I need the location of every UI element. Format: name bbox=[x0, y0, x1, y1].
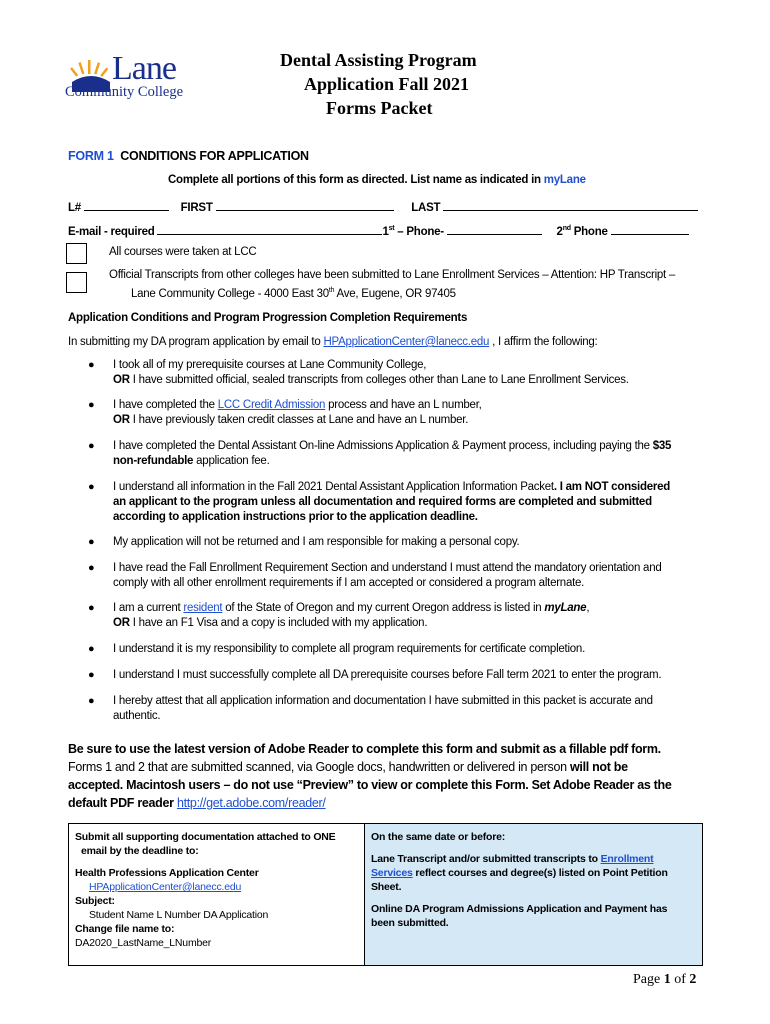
hp-email-link-box[interactable]: HPApplicationCenter@lanecc.edu bbox=[89, 881, 242, 893]
title-line-1: Dental Assisting Program bbox=[280, 50, 477, 70]
title-line-2: Application Fall 2021 bbox=[304, 74, 470, 94]
form-title: CONDITIONS FOR APPLICATION bbox=[120, 149, 309, 163]
phone1-label: – Phone- bbox=[397, 226, 444, 238]
bullet-icon: ● bbox=[88, 562, 95, 574]
transcripts-checkbox[interactable] bbox=[66, 272, 87, 293]
lcc-courses-label: All courses were taken at LCC bbox=[109, 246, 257, 258]
transcripts-label-line-1: Official Transcripts from other colleges have been submitted to Lane Enrollment Services – Attention: HP Transcript – bbox=[109, 269, 676, 281]
conditions-heading: Application Conditions and Program Progression Completion Requirements bbox=[68, 312, 468, 324]
list-item: ● I hereby attest that all application information and documentation I have submitted in this packet is accurate and authentic. bbox=[88, 695, 653, 722]
last-name-field[interactable] bbox=[443, 198, 698, 211]
list-item: ● I understand all information in the Fall 2021 Dental Assistant Application Information Packet. I am NOT considered an applicant to the program unless all documentation and required forms are completed and submitted according to application instructions prior to the application deadline. bbox=[88, 481, 671, 523]
phone2-field[interactable] bbox=[611, 222, 689, 235]
adobe-notice: Be sure to use the latest version of Adobe Reader to complete this form and submit as a fillable pdf form. Forms 1 and 2 that are submitted scanned, via Google docs, handwritten or delivered in person will not be accepted. Macintosh users – do not use “Preview” to view or complete this Form. Set Adobe Reader as the default PDF reader http://get.adobe.com/reader/ bbox=[68, 742, 672, 810]
submission-instructions: Submit all supporting documentation attached to ONE email by the deadline to: Health Professions Application Center HPApplicationCenter@lanecc.edu Subject: Student Name L Number DA Application Change file name to: DA2020_LastName_LNumber bbox=[69, 824, 365, 965]
mylane-text: myLane bbox=[543, 174, 586, 186]
bullet-icon: ● bbox=[88, 669, 95, 681]
form-heading bbox=[68, 149, 309, 163]
form-number: FORM 1 bbox=[68, 149, 114, 163]
logo-name: Lane bbox=[112, 50, 176, 87]
college-logo bbox=[64, 52, 214, 104]
title-line-3: Forms Packet bbox=[326, 98, 433, 118]
list-item: ● I took all of my prerequisite courses at Lane Community College, OR I have submitted official, sealed transcripts from colleges other than Lane to Lane Enrollment Services. bbox=[88, 359, 629, 386]
list-item: ● I have completed the Dental Assistant On-line Admissions Application & Payment process, including paying the $35 non-refundable application fee. bbox=[88, 440, 672, 467]
bullet-icon: ● bbox=[88, 481, 95, 493]
bullet-icon: ● bbox=[88, 440, 95, 452]
submission-deadline-requirements: On the same date or before: Lane Transcript and/or submitted transcripts to Enrollment Services reflect courses and degree(s) listed on Point Petition Sheet. Online DA Program Admissions Application and Payment has been submitted. bbox=[365, 824, 702, 965]
list-item: ● I am a current resident of the State of Oregon and my current Oregon address is listed in myLane, OR I have an F1 Visa and a copy is included with my application. bbox=[88, 602, 590, 629]
resident-link[interactable]: resident bbox=[183, 602, 223, 614]
phone2-label: Phone bbox=[573, 226, 608, 238]
bullet-icon: ● bbox=[88, 399, 95, 411]
lnumber-field[interactable] bbox=[84, 198, 169, 211]
list-item: ● I have read the Fall Enrollment Requirement Section and understand I must attend the mandatory orientation and comply with all other enrollment requirements if I am accepted or considered a program alternate. bbox=[88, 562, 662, 589]
adobe-reader-link[interactable]: http://get.adobe.com/reader/ bbox=[176, 796, 326, 810]
list-item: ● I understand it is my responsibility to complete all program requirements for certificate completion. bbox=[88, 643, 586, 655]
conditions-list bbox=[88, 358, 693, 724]
first-name-field[interactable] bbox=[216, 198, 394, 211]
page-number: Page 1 of 2 bbox=[633, 972, 697, 987]
list-item: ● My application will not be returned and I am responsible for making a personal copy. bbox=[88, 536, 520, 548]
lcc-courses-checkbox[interactable] bbox=[66, 243, 87, 264]
email-field[interactable] bbox=[157, 222, 382, 235]
logo-subtitle: Community College bbox=[65, 84, 184, 100]
conditions-intro: In submitting my DA program application by email to HPApplicationCenter@lanecc.edu , I affirm the following: bbox=[68, 336, 598, 348]
phone1-field[interactable] bbox=[447, 222, 542, 235]
enrollment-services-link[interactable]: Enrollment bbox=[600, 853, 654, 865]
contact-fields-row: E-mail - required 1st – Phone- 2nd Phone bbox=[68, 222, 703, 238]
hp-email-link[interactable]: HPApplicationCenter@lanecc.edu bbox=[323, 336, 490, 348]
lcc-credit-admission-link[interactable]: LCC Credit Admission bbox=[217, 399, 326, 411]
bullet-icon: ● bbox=[88, 602, 95, 614]
bullet-icon: ● bbox=[88, 359, 95, 371]
submission-box bbox=[68, 823, 703, 966]
bullet-icon: ● bbox=[88, 695, 95, 707]
email-label: E-mail - required bbox=[68, 226, 155, 238]
enrollment-services-link-cont[interactable]: Services bbox=[371, 867, 413, 879]
lnumber-label: L# bbox=[68, 202, 81, 214]
last-name-label: LAST bbox=[411, 202, 441, 214]
list-item: ● I have completed the LCC Credit Admission process and have an L number, OR I have previously taken credit classes at Lane and have an L number. bbox=[88, 399, 482, 426]
name-fields-row bbox=[68, 198, 703, 214]
bullet-icon: ● bbox=[88, 643, 95, 655]
list-item: ● I understand I must successfully complete all DA prerequisite courses before Fall term 2021 to enter the program. bbox=[88, 669, 662, 681]
first-name-label: FIRST bbox=[180, 202, 213, 214]
bullet-icon: ● bbox=[88, 536, 95, 548]
transcripts-label-line-2: Lane Community College - 4000 East 30th Ave, Eugene, OR 97405 bbox=[131, 287, 456, 300]
instruction: Complete all portions of this form as directed. List name as indicated in myLane bbox=[168, 174, 586, 186]
